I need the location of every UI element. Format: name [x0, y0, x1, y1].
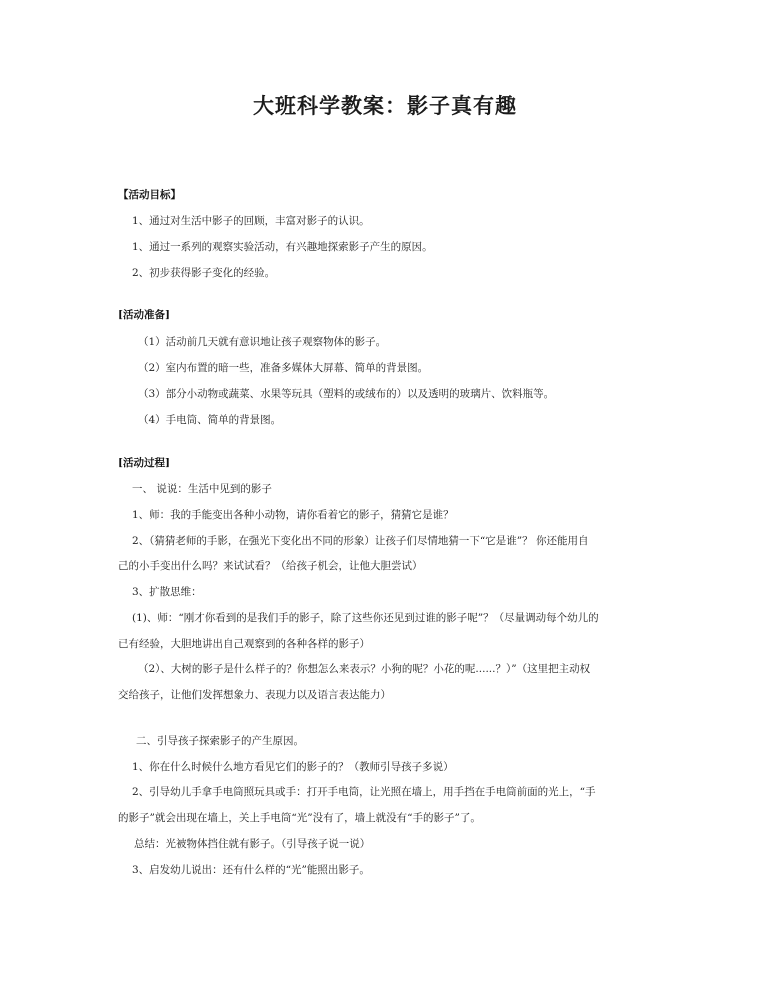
preparation-item: （4）手电筒、简单的背景图。 [138, 414, 282, 426]
process-line: (1)、师：“刚才你看到的是我们手的影子，除了这些你还见到过谁的影子呢”？（尽量调动每个幼儿的 [132, 612, 599, 624]
process-line: （2）、大树的影子是什么样子的？你想怎么来表示？小狗的呢？小花的呢......？）”（这里把主动权 [138, 663, 591, 675]
section-heading-goals: 【活动目标】 [118, 189, 181, 201]
preparation-item: （3）部分小动物或蔬菜、水果等玩具（塑料的或绒布的）以及透明的玻璃片、饮料瓶等。 [138, 388, 555, 400]
process-line: 2、引导幼儿手拿手电筒照玩具或手：打开手电筒，让光照在墙上，用手挡在手电筒前面的光上，“手 [132, 786, 596, 798]
process-line: 1、师：我的手能变出各种小动物，请你看着它的影子，猜猜它是谁？ [132, 509, 454, 521]
process-line: 已有经验，大胆地讲出自己观察到的各种各样的影子） [118, 638, 370, 650]
process-line: 二、引导孩子探索影子的产生原因。 [136, 735, 304, 747]
goal-item: 2、初步获得影子变化的经验。 [132, 267, 276, 279]
process-line: 总结：光被物体挡住就有影子。（引导孩子说一说） [134, 838, 371, 850]
section-heading-process: [活动过程] [118, 457, 170, 469]
process-line: 的影子”就会出现在墙上，关上手电筒“光”没有了，墙上就没有“手的影子”了。 [118, 812, 481, 824]
process-line: 一、 说说：生活中见到的影子 [132, 483, 272, 495]
goal-item: 1、通过对生活中影子的回顾，丰富对影子的认识。 [132, 215, 370, 227]
process-line: 交给孩子，让他们发挥想象力、表现力以及语言表达能力） [118, 689, 391, 701]
process-line: 3、启发幼儿说出：还有什么样的“光”能照出影子。 [132, 864, 370, 876]
process-line: 2、（猜猜老师的手影，在强光下变化出不同的形象）让孩子们尽情地猜一下“它是谁”？ 你还能用自 [132, 535, 589, 547]
process-line: 己的小手变出什么吗？来试试看？（给孩子机会，让他大胆尝试） [118, 560, 423, 572]
goal-item: 1、通过一系列的观察实验活动，有兴趣地探索影子产生的原因。 [132, 241, 433, 253]
document-title: 大班科学教案：影子真有趣 [253, 93, 517, 118]
process-line: 3、扩散思维： [132, 586, 202, 598]
preparation-item: （1）活动前几天就有意识地让孩子观察物体的影子。 [138, 336, 387, 348]
process-line: 1、你在什么时候什么地方看见它们的影子的？（教师引导孩子多说） [132, 761, 454, 773]
section-heading-preparation: [活动准备] [118, 309, 170, 321]
preparation-item: （2）室内布置的暗一些，准备多媒体大屏幕、简单的背景图。 [138, 362, 429, 374]
